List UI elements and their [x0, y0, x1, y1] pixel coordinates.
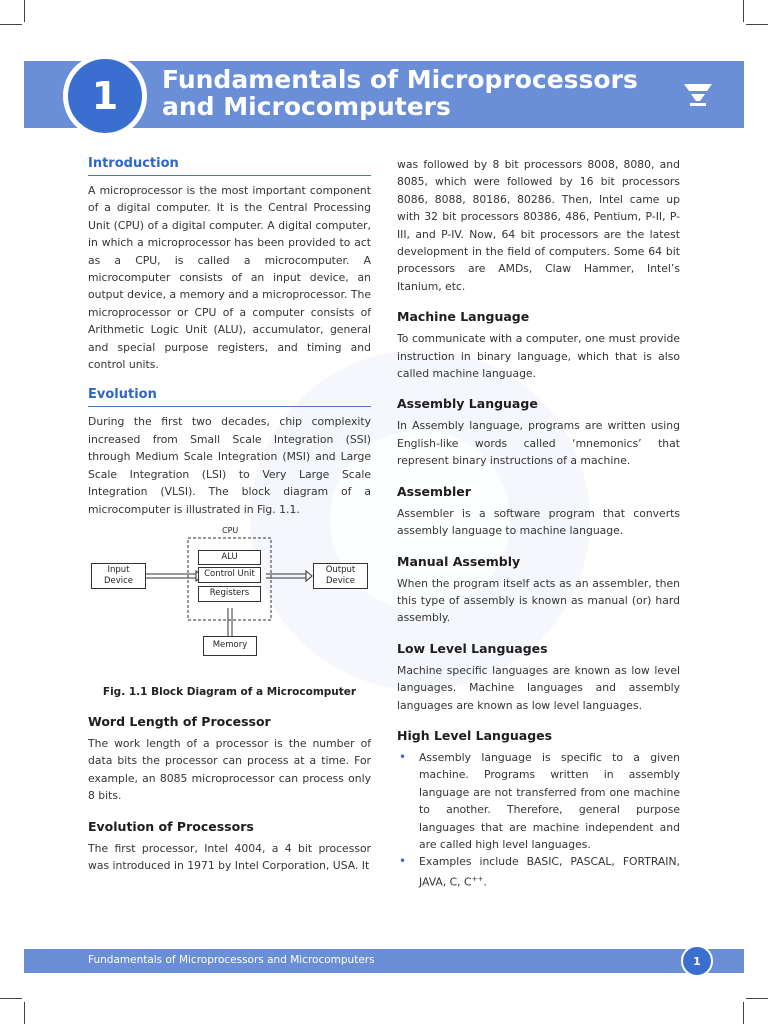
high-level-bullet1: Assembly language is specific to a given machine. Programs written in assembly language are not transferred from one machine to another. Therefore, general purpose languages that are machine independent and are called high level languages. [419, 750, 680, 851]
high-level-heading: High Level Languages [397, 727, 553, 743]
manual-assembly-text: When the program itself acts as an assembler, then this type of assembly is known as manual (or) hard assembly. [397, 576, 680, 625]
list-item [397, 853, 680, 890]
crop-mark [743, 0, 744, 22]
assembly-language-heading: Assembly Language [397, 396, 538, 412]
high-level-bullet2: Examples include BASIC, PASCAL, FORTRAIN, JAVA, C, C [419, 855, 680, 889]
alu-box: ALU [198, 550, 261, 565]
brand-logo-icon [683, 83, 713, 107]
cpp-superscript: ++ [471, 874, 484, 883]
crop-mark [746, 998, 768, 999]
crop-mark [24, 0, 25, 22]
word-length-text: The work length of a processor is the number of data bits the processor can process at a time. For example, an 8085 microprocessor can process only 8 bits. [88, 736, 371, 803]
introduction-heading: Introduction [88, 156, 371, 176]
output-device-line2: Device [325, 575, 356, 586]
input-device-line1: Input [107, 564, 130, 575]
right-column [397, 156, 680, 891]
chapter-title [162, 66, 682, 120]
output-device-box [313, 563, 368, 589]
high-level-list [397, 749, 680, 891]
bullet-icon: • [399, 854, 407, 869]
low-level-heading: Low Level Languages [397, 640, 548, 656]
footer-title: Fundamentals of Microprocessors and Microcomputers [88, 954, 375, 966]
memory-box: Memory [203, 636, 257, 656]
word-length-heading: Word Length of Processor [88, 713, 271, 729]
assembly-language-text: In Assembly language, programs are written using English-like words called ‘mnemonics’ that represent binary instructions of a machine. [397, 419, 680, 468]
evolution-processors-text: The first processor, Intel 4004, a 4 bit processor was introduced in 1971 by Intel Corporation, USA. It [88, 841, 371, 872]
left-column [88, 156, 371, 874]
assembler-text: Assembler is a software program that converts assembly language to machine language. [397, 506, 680, 538]
crop-mark [746, 24, 768, 25]
machine-language-text: To communicate with a computer, one must provide instruction in binary language, which that is also called machine language. [397, 332, 680, 381]
crop-mark [0, 998, 22, 999]
page-number-badge: 1 [681, 945, 713, 977]
input-device-box [91, 563, 146, 589]
chapter-number-badge: 1 [63, 54, 147, 138]
evolution-text: During the first two decades, chip complexity increased from Small Scale Integration (SSI) through Medium Scale Integration (MSI) and Large Scale Integration (LSI) to Very Large Scale Integration (VLSI). The block diagram of a microcomputer is illustrated in Fig. 1.1. [88, 415, 371, 516]
machine-language-heading: Machine Language [397, 309, 530, 325]
registers-box: Registers [198, 586, 261, 602]
chapter-title-line1: Fundamentals of Microprocessors [162, 65, 638, 94]
input-device-line2: Device [103, 575, 134, 586]
control-unit-box: Control Unit [198, 567, 261, 583]
low-level-text: Machine specific languages are known as low level languages. Machine languages and assembly languages are known as low level languages. [397, 663, 680, 712]
manual-assembly-heading: Manual Assembly [397, 553, 521, 569]
list-item [397, 749, 680, 853]
block-diagram [88, 526, 371, 676]
introduction-text: A microprocessor is the most important component of a digital computer. It is the Central Processing Unit (CPU) of a digital computer. A digital computer, in which a microprocessor has been provided to act as a CPU, is called a microcomputer. A microcomputer consists of an input device, an output device, a memory and a microprocessor. The microprocessor or CPU of a computer consists of Arithmetic Logic Unit (ALU), accumulator, general and special purpose registers, and timing and control units. [88, 184, 371, 372]
crop-mark [0, 24, 22, 25]
chapter-title-line2: and Microcomputers [162, 92, 451, 121]
evolution-heading: Evolution [88, 387, 371, 407]
high-level-bullet2-end: . [483, 875, 487, 889]
cpu-label: CPU [222, 525, 239, 535]
output-device-line1: Output [325, 564, 356, 575]
evolution-processors-heading: Evolution of Processors [88, 818, 254, 834]
bullet-icon: • [399, 749, 407, 764]
crop-mark [24, 1002, 25, 1024]
crop-mark [743, 1002, 744, 1024]
figure-caption: Fig. 1.1 Block Diagram of a Microcomputer [102, 685, 357, 698]
processors-continued-text: was followed by 8 bit processors 8008, 8080, and 8085, which were followed by 16 bit processors 8086, 8088, 80186, 80286. Then, Intel came up with 32 bit processors 80386, 486, Pentium, P-II, P-III, and P-IV. Now, 64 bit processors are the latest development in the field of computers. Some 64 bit processors are AMDs, Claw Hammer, Intel’s Itanium, etc. [397, 158, 680, 293]
assembler-heading: Assembler [397, 483, 471, 499]
